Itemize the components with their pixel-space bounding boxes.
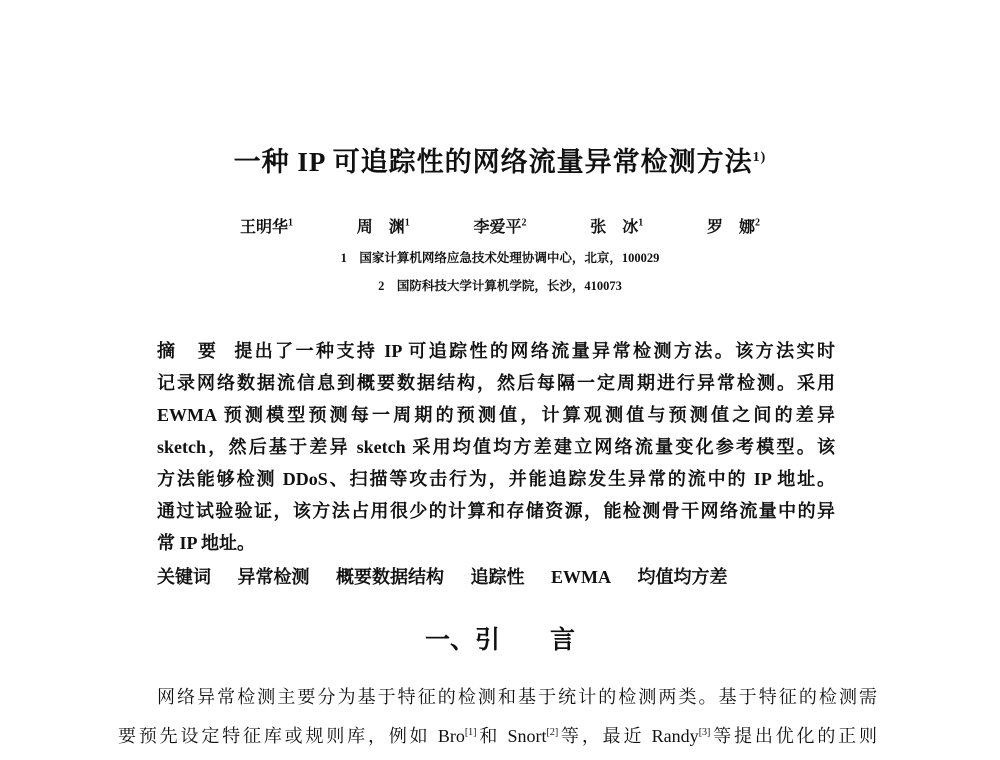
abstract-line: sketch，然后基于差异 sketch 采用均值均方差建立网络流量变化参考模型。该 bbox=[157, 437, 835, 457]
abstract-line: 记录网络数据流信息到概要数据结构，然后每隔一定周期进行异常检测。采用 bbox=[157, 373, 835, 393]
citation: [2] bbox=[546, 727, 559, 738]
affiliation: 2 国防科技大学计算机学院，长沙，410073 bbox=[378, 279, 622, 293]
abstract-line: EWMA 预测模型预测每一周期的预测值，计算观测值与预测值之间的差异 bbox=[157, 405, 835, 425]
author: 王明华$^1$ bbox=[240, 217, 294, 236]
citation: [1] bbox=[464, 727, 477, 738]
keyword: EWMA bbox=[551, 567, 611, 587]
abstract-line: 常 IP 地址。 bbox=[157, 533, 256, 553]
section-heading: 一、引 言 bbox=[424, 625, 575, 654]
paper-title: 一种 IP 可追踪性的网络流量异常检测方法$^{1)}$ bbox=[233, 147, 767, 177]
title-footnote: 1) bbox=[752, 150, 767, 165]
abstract-line: 通过试验验证，该方法占用很少的计算和存储资源，能检测骨干网络流量中的异 bbox=[157, 501, 835, 521]
keyword: 概要数据结构 bbox=[336, 567, 444, 587]
author: 罗 娜$^2$ bbox=[706, 217, 760, 236]
keyword: 追踪性 bbox=[470, 567, 525, 587]
author-list bbox=[240, 214, 760, 237]
keywords-label: 关键词 bbox=[157, 567, 211, 588]
keyword: 均值均方差 bbox=[637, 567, 728, 587]
keywords bbox=[157, 563, 750, 589]
citation: [3] bbox=[698, 727, 711, 738]
abstract-line: 摘 要 提出了一种支持 IP 可追踪性的网络流量异常检测方法。该方法实时 bbox=[157, 341, 835, 361]
keyword: 异常检测 bbox=[237, 567, 310, 587]
abstract-line: 方法能够检测 DDoS、扫描等攻击行为，并能追踪发生异常的流中的 IP 地址。 bbox=[157, 469, 835, 489]
affiliation: 1 国家计算机网络应急技术处理协调中心，北京，100029 bbox=[340, 251, 660, 265]
author: 周 渊$^1$ bbox=[356, 217, 410, 236]
author: 张 冰$^1$ bbox=[590, 217, 644, 236]
body-line: 网络异常检测主要分为基于特征的检测和基于统计的检测两类。基于特征的检测需 bbox=[157, 687, 877, 707]
author: 李爱平$^2$ bbox=[473, 217, 527, 236]
body-line: 要预先设定特征库或规则库，例如 Bro[1]和 Snort[2]等，最近 Randy[3]等提出优化的正则 bbox=[118, 726, 878, 746]
abstract-label: 摘 要 bbox=[157, 341, 219, 361]
